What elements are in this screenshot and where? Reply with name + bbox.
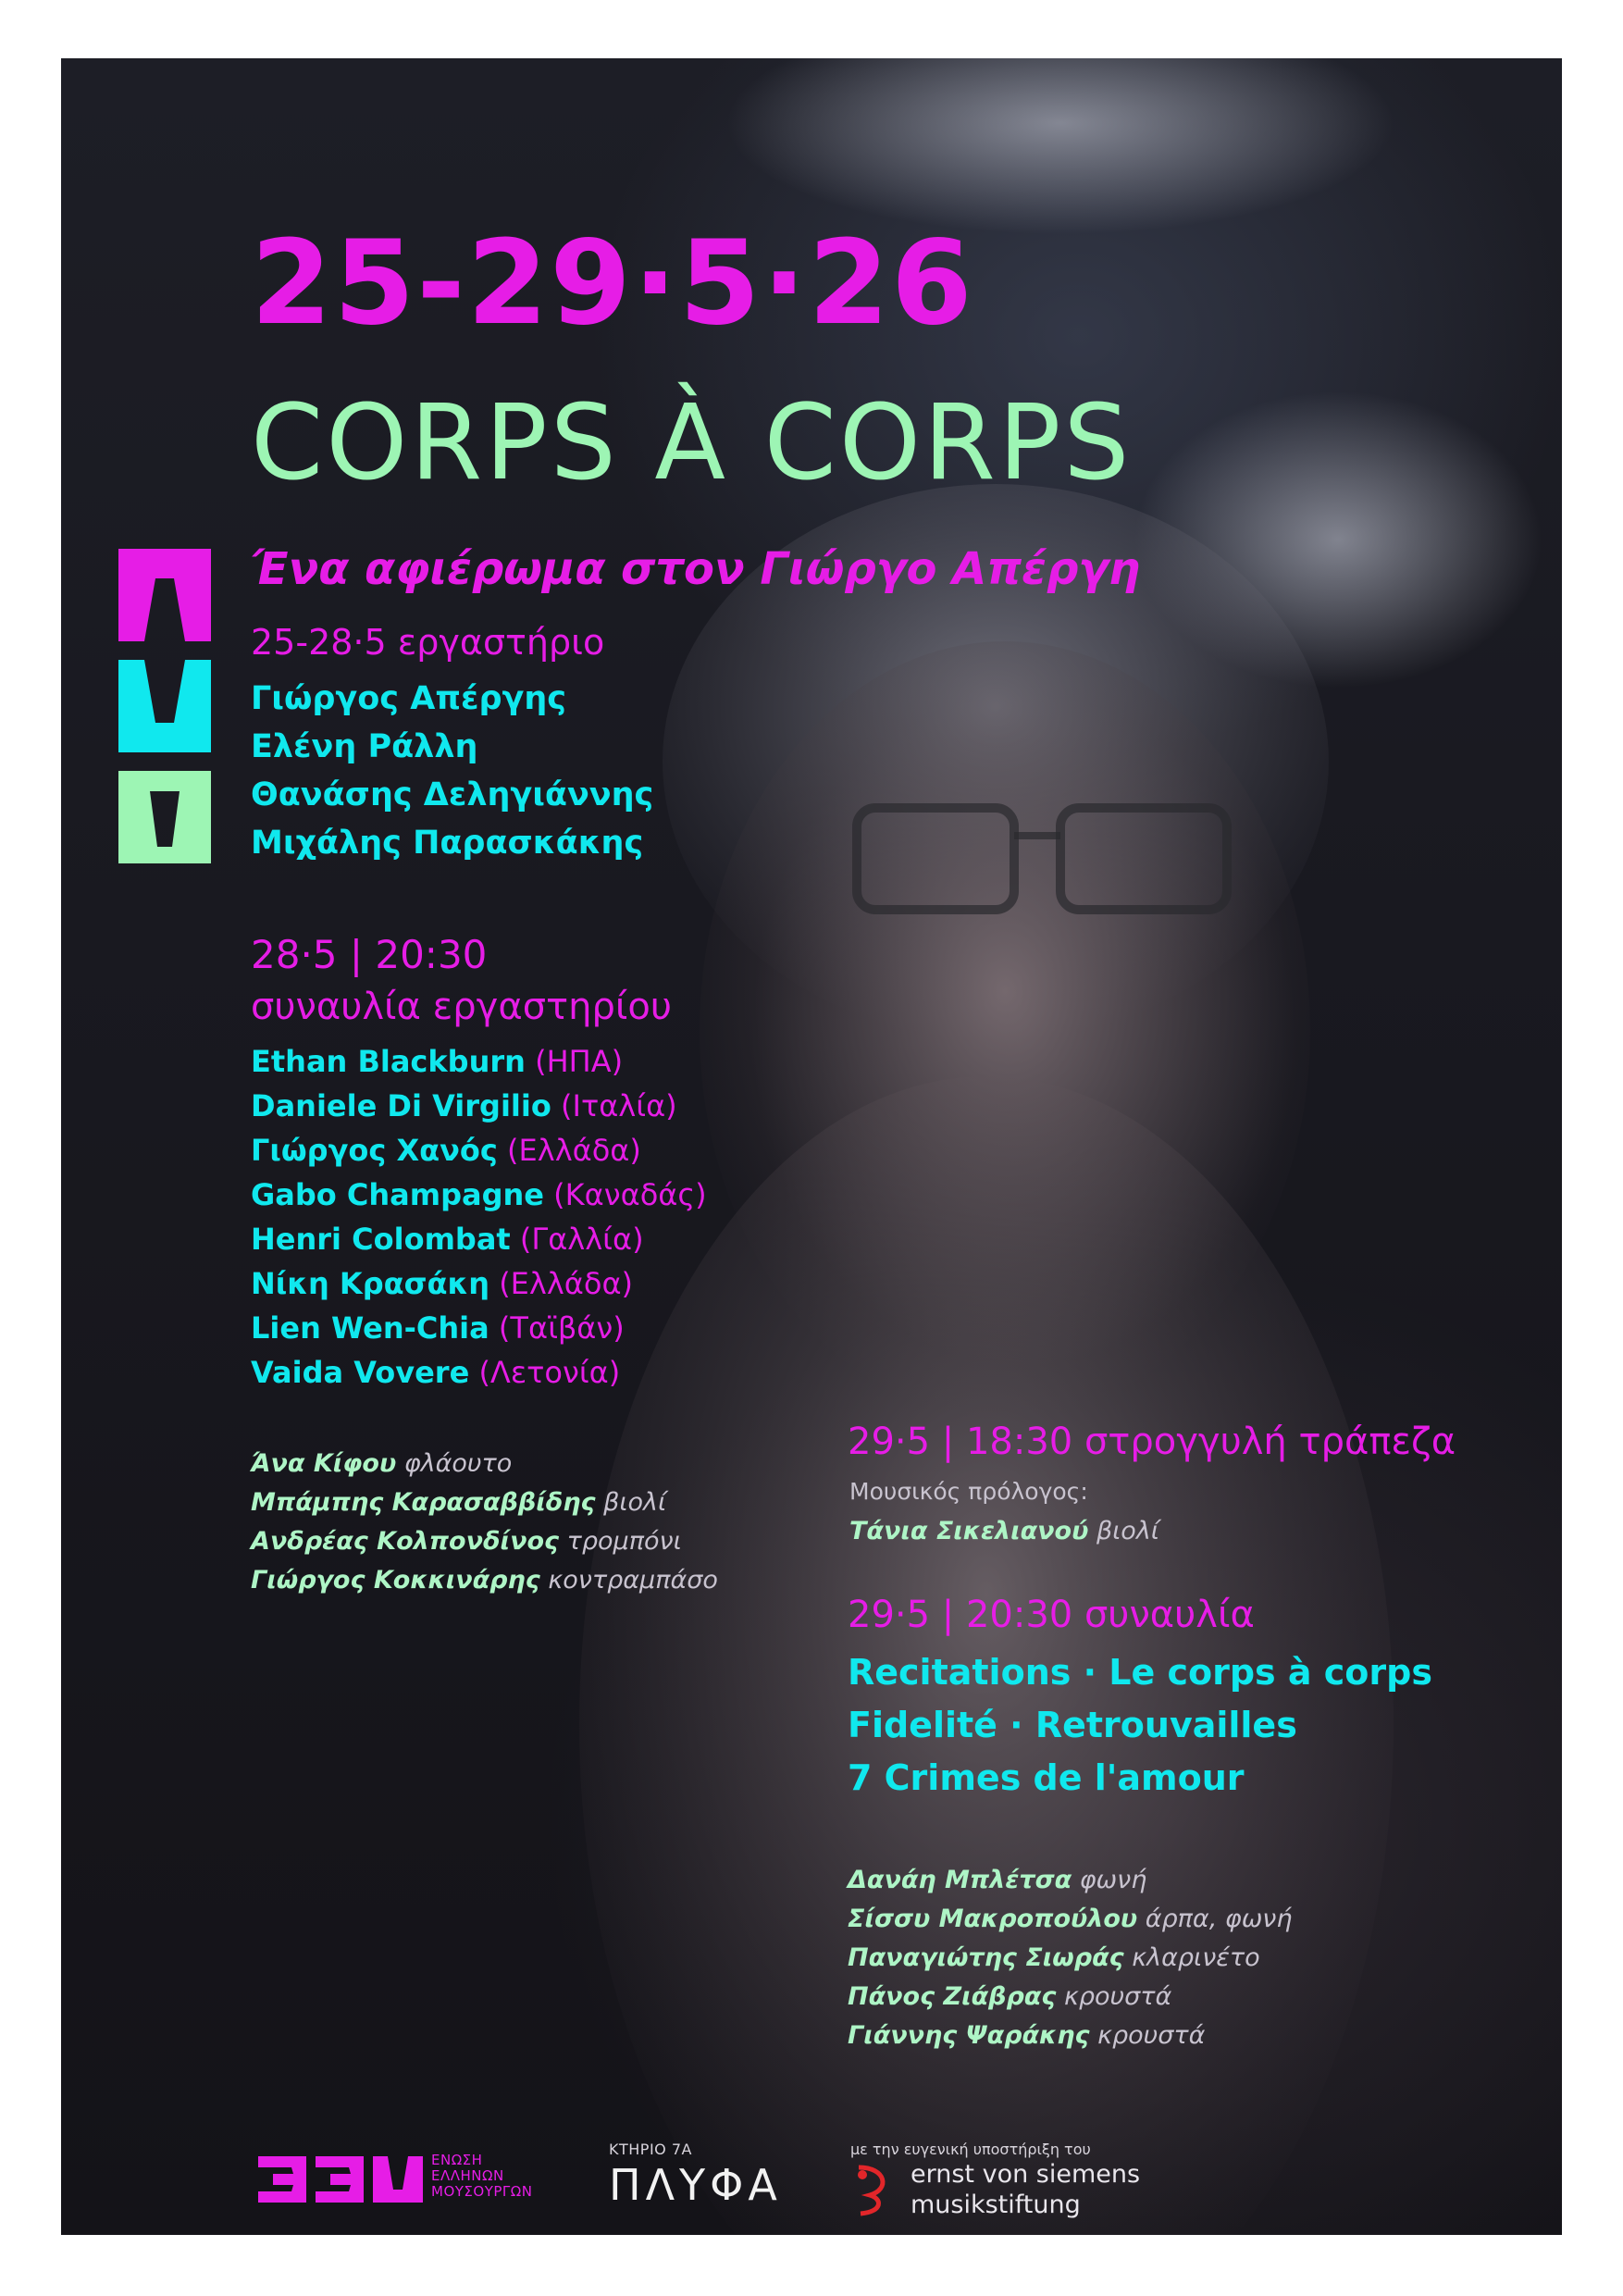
workshop-leader: Μιχάλης Παρασκάκης [251,825,644,862]
performer-item: Gabo Champagne (Καναδάς) [251,1177,707,1212]
event-title: CORPS À CORPS [251,383,1133,503]
prologue-performer: Τάνια Σικελιανού βιολί [849,1517,1159,1545]
venue-building-label: ΚΤΗΡΙΟ 7Α [609,2141,692,2158]
ensemble-member: Μπάμπης Καρασαββίδης βιολί [251,1488,667,1517]
performer-item: Lien Wen-Chia (Ταϊβάν) [251,1310,625,1346]
ensemble-member: Ανδρέας Κολπονδίνος τρομπόνι [251,1527,682,1556]
support-label: με την ευγενική υποστήριξη του [850,2141,1091,2158]
round-table-heading: 29·5 | 18:30 στρογγυλή τράπεζα [848,1421,1456,1463]
performer-item: Daniele Di Virgilio (Ιταλία) [251,1088,677,1123]
event-subtitle: Ένα αφιέρωμα στον Γιώργο Απέργη [251,543,1141,595]
event-dates: 25-29·5·26 [251,215,974,351]
ensemble-member: Γιώργος Κοκκινάρης κοντραμπάσο [251,1566,718,1595]
performer-item: Γιώργος Χανός (Ελλάδα) [251,1133,641,1168]
prologue-label: Μουσικός πρόλογος: [849,1478,1088,1505]
workshop-leader: Ελένη Ράλλη [251,728,478,765]
workshop-leader: Θανάσης Δεληγιάννης [251,776,654,813]
eem-logo-icon [258,2156,423,2203]
siemens-foundation-icon [849,2162,899,2217]
workshop-leader: Γιώργος Απέργης [251,680,567,717]
work-title: 7 Crimes de l'amour [848,1757,1245,1798]
sponsor-name-line2: musikstiftung [911,2191,1081,2219]
performer-item: Vaida Vovere (Λετονία) [251,1355,621,1390]
performer-item: Νίκη Κρασάκη (Ελλάδα) [251,1266,634,1301]
ensemble-member: Γιάννης Ψαράκης κρουστά [848,2021,1206,2050]
eem-bars-icon [118,549,211,863]
poster [61,58,1562,2235]
performer-item: Henri Colombat (Γαλλία) [251,1222,644,1257]
venue-logo: ΠΛΥΦΑ [609,2160,782,2210]
concert-heading: 29·5 | 20:30 συναυλία [848,1594,1255,1636]
ensemble-member: Δανάη Μπλέτσα φωνή [848,1866,1147,1894]
ensemble-member: Σίσσυ Μακροπούλου άρπα, φωνή [848,1905,1293,1933]
eem-name: ΕΝΩΣΗ ΕΛΛΗΝΩΝ ΜΟΥΣΟΥΡΓΩΝ [431,2152,533,2200]
ensemble-member: Παναγιώτης Σιωράς κλαρινέτο [848,1943,1260,1972]
workshop-concert-date: 28·5 | 20:30 [251,932,488,977]
work-title: Fidelité · Retrouvailles [848,1705,1297,1745]
workshop-concert-label: συναυλία εργαστηρίου [251,986,673,1028]
sponsor-name-line1: ernst von siemens [911,2160,1141,2189]
ensemble-member: Πάνος Ζιάβρας κρουστά [848,1982,1172,2011]
workshop-date: 25-28·5 εργαστήριο [251,622,605,663]
ensemble-member: Άνα Κίφου φλάουτο [251,1449,513,1478]
performer-item: Ethan Blackburn (ΗΠΑ) [251,1044,624,1079]
work-title: Recitations · Le corps à corps [848,1652,1432,1693]
